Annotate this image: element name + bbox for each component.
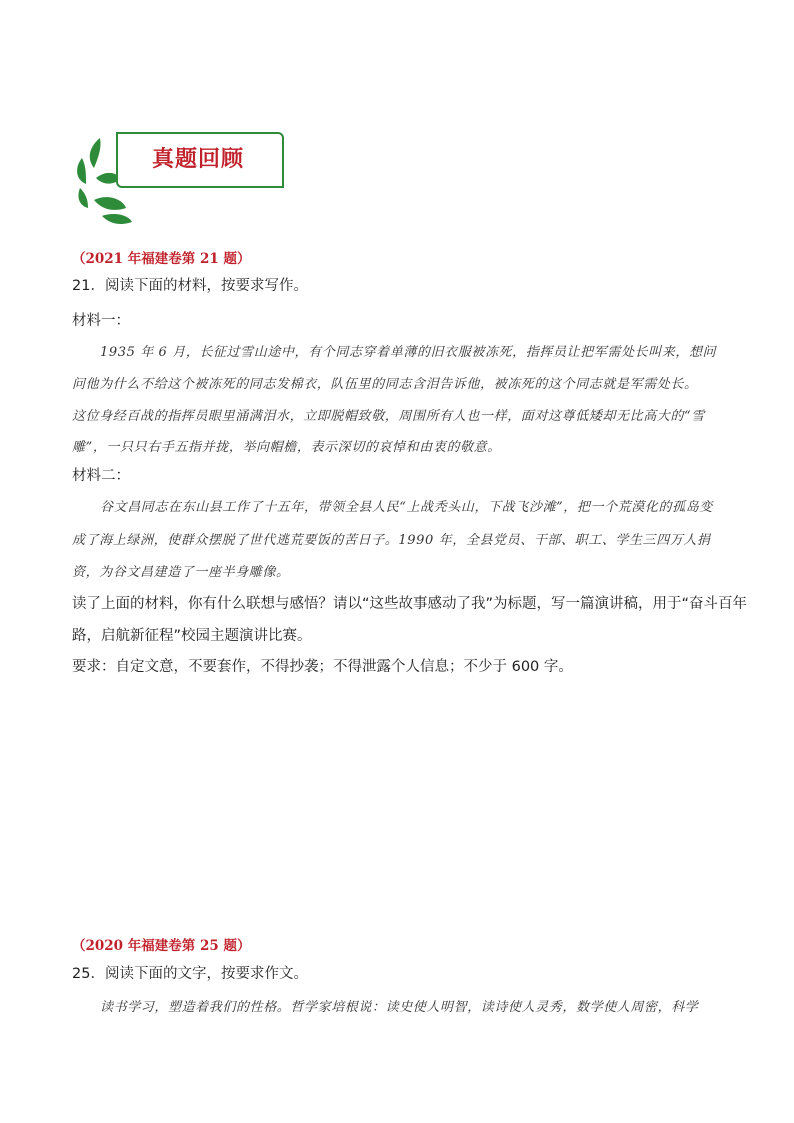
material2-line: 资，为谷文昌建造了一座半身雕像。	[72, 565, 290, 580]
section-banner	[72, 128, 286, 226]
material1-line: 这位身经百战的指挥员眼里涌满泪水，立即脱帽致敬，周围所有人也一样，面对这尊低矮却无比高大的“雪	[72, 409, 705, 424]
banner-title: 真题回顾	[151, 146, 244, 172]
material2-label: 材料二：	[72, 468, 130, 484]
task-line: 路，启航新征程”校园主题演讲比赛。	[72, 628, 312, 644]
material2-line: 成了海上绿洲，使群众摆脱了世代逃荒要饭的苦日子。1990 年，全县党员、干部、职工、学生三四万人捐	[72, 533, 711, 548]
q2-text-line: 读书学习，塑造着我们的性格。哲学家培根说：读史使人明智，读诗使人灵秀，数学使人周密，科学	[100, 1000, 699, 1015]
material2-line: 谷文昌同志在东山县工作了十五年，带领全县人民“上战秃头山，下战飞沙滩”，把一个荒漠化的孤岛变	[100, 500, 713, 515]
requirement-line: 要求：自定文意，不要套作，不得抄袭；不得泄露个人信息；不少于 600 字。	[72, 659, 573, 675]
q1-source: （2021 年福建卷第 21 题）	[72, 251, 251, 267]
q2-prompt: 25．阅读下面的文字，按要求作文。	[72, 966, 308, 982]
q1-prompt: 21．阅读下面的材料，按要求写作。	[72, 278, 308, 294]
material1-label: 材料一：	[72, 313, 130, 329]
q2-source: （2020 年福建卷第 25 题）	[72, 938, 251, 954]
material1-line: 1935 年 6 月，长征过雪山途中，有个同志穿着单薄的旧衣服被冻死，指挥员让把军需处长叫来，想问	[100, 345, 717, 360]
material1-line: 雕”，一只只右手五指并拢，举向帽檐，表示深切的哀悼和由衷的敬意。	[72, 440, 501, 455]
task-line: 读了上面的材料，你有什么联想与感悟？请以“这些故事感动了我”为标题，写一篇演讲稿，用于“奋斗百年	[72, 596, 748, 612]
material1-line: 问他为什么不给这个被冻死的同志发棉衣，队伍里的同志含泪告诉他，被冻死的这个同志就是军需处长。	[72, 377, 698, 392]
